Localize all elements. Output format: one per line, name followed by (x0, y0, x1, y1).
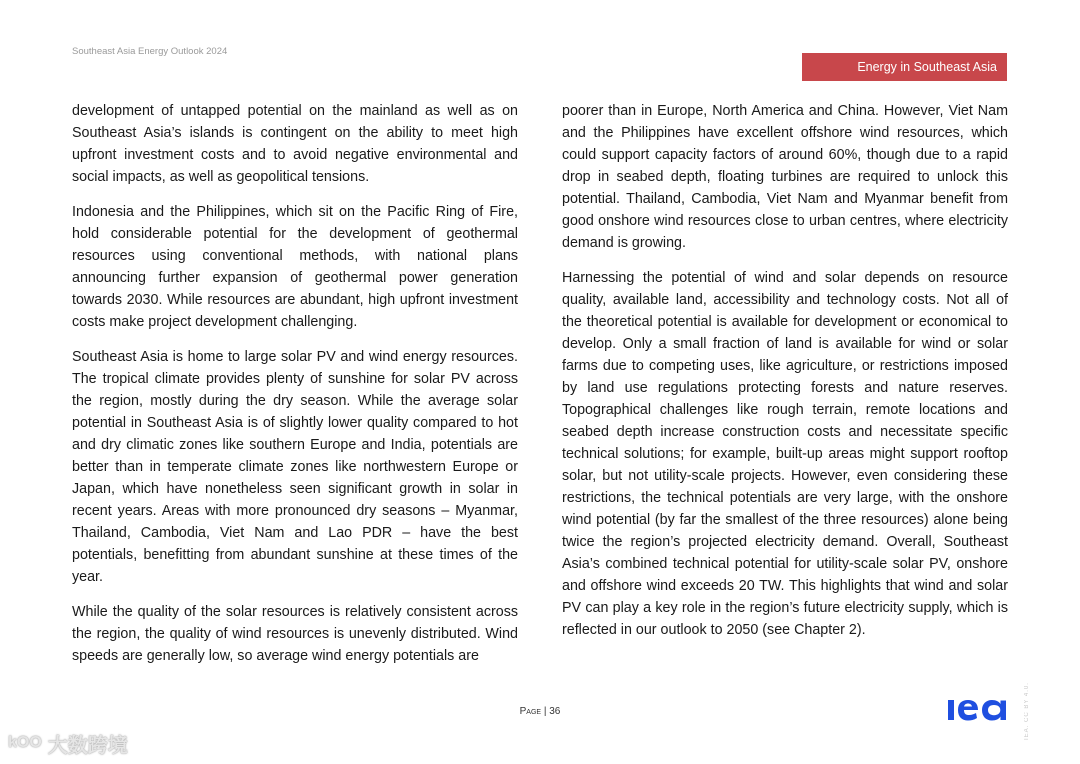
paragraph: Southeast Asia is home to large solar PV and wind energy resources. The tropical climate provides plenty of sunshine for solar PV across the region, mostly during the dry season. While the average solar potential in Southeast Asia is of slightly lower quality compared to hot and dry climatic zones like southern Europe and India, potentials are better than in temperate climate zones like northwestern Europe or Japan, which have nonetheless seen significant growth in solar in recent years. Areas with more pronounced dry seasons – Myanmar, Thailand, Cambodia, Viet Nam and Lao PDR – have the best potentials, benefitting from abundant sunshine at these times of the year. (72, 349, 518, 585)
paragraph: Indonesia and the Philippines, which sit on the Pacific Ring of Fire, hold considerable potential for the development of geothermal resources using conventional methods, with national plans announcing further expansion of geothermal power generation towards 2030. While resources are abundant, high upfront investment costs make project development challenging. (72, 204, 518, 330)
page-label: Page (519, 706, 542, 717)
left-column (72, 100, 518, 680)
page-separator: | (541, 706, 550, 717)
section-tag-label: Energy in Southeast Asia (857, 60, 997, 74)
watermark-text: 大数跨境 (47, 734, 128, 757)
paragraph: poorer than in Europe, North America and China. However, Viet Nam and the Philippines have excellent offshore wind resources, which could support capacity factors of around 60%, though due to a rapid drop in seabed depth, floating turbines are required to unlock this potential. Thailand, Cambodia, Viet Nam and Myanmar benefit from good onshore wind resources close to urban centres, where electricity demand is growing. (562, 103, 1008, 251)
iea-logo-icon (946, 692, 1008, 724)
paragraph: development of untapped potential on the mainland as well as on Southeast Asia’s islands is contingent on the ability to meet high upfront investment costs and to avoid negative environmental and social impacts, as well as geopolitical tensions. (72, 103, 518, 185)
watermark-logo-icon: kOO (8, 734, 42, 751)
section-tag (802, 53, 1007, 81)
right-column (562, 100, 1008, 654)
page-number-value: 36 (549, 706, 561, 717)
paragraph: Harnessing the potential of wind and solar depends on resource quality, available land, accessibility and technology costs. Not all of the theoretical potential is available for development or economical to develop. Only a small fraction of land is available for wind or solar farms due to competing uses, like agriculture, or restrictions imposed by land use regulations protecting forests and nature reserves. Topographical challenges like rough terrain, remote locations and seabed depth increase construction costs and necessitate specific technical solutions; for example, built-up areas might support rooftop solar, but not utility-scale projects. However, even considering these restrictions, the technical potentials are very large, with the onshore wind potential (by far the smallest of the three resources) alone being twice the region’s projected electricity demand. Overall, Southeast Asia’s combined technical potential for utility-scale solar PV, onshore and offshore wind exceeds 20 TW. This highlights that wind and solar PV can play a key role in the region’s future electricity supply, which is reflected in our outlook to 2050 (see Chapter 2). (562, 270, 1008, 638)
license-text: IEA. CC BY 4.0. (1024, 682, 1030, 740)
paragraph: While the quality of the solar resources is relatively consistent across the region, the quality of wind resources is unevenly distributed. Wind speeds are generally low, so average wind energy potentials are (72, 604, 518, 664)
document-title: Southeast Asia Energy Outlook 2024 (72, 46, 228, 57)
page-number (0, 706, 1080, 717)
watermark (8, 728, 128, 758)
